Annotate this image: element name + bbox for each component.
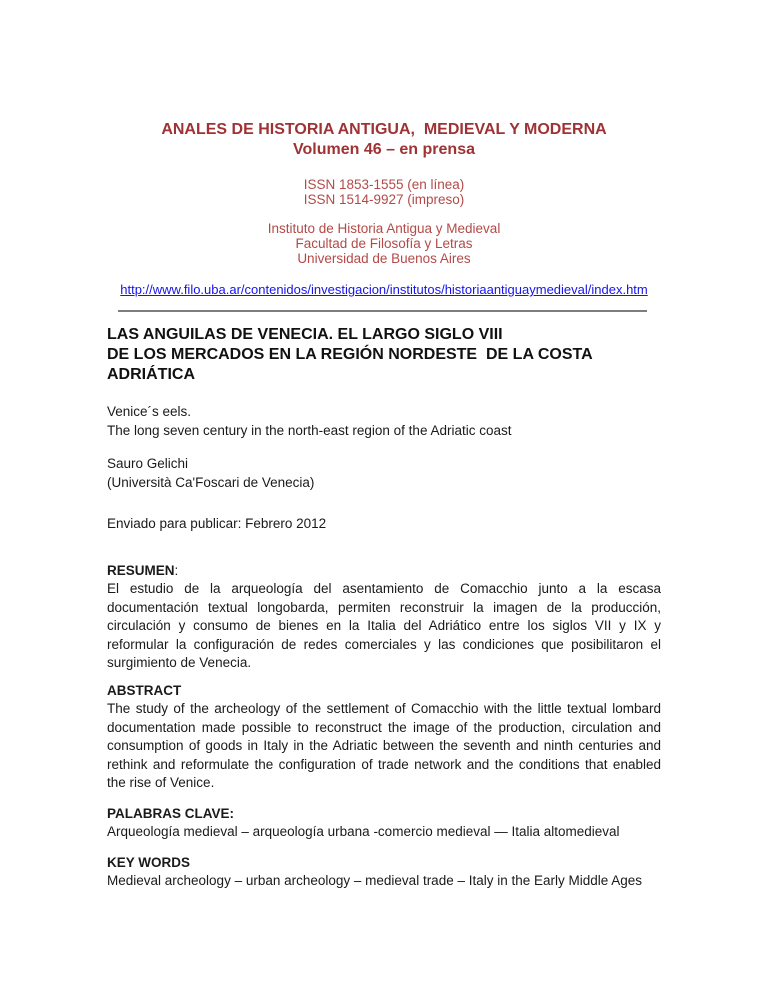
keywords-heading: KEY WORDS xyxy=(107,854,191,870)
abstract-heading: ABSTRACT xyxy=(107,682,182,698)
article-title-en xyxy=(107,403,661,440)
palabras-clave-text: Arqueología medieval – arqueología urbana -comercio medieval — Italia altomedieval xyxy=(107,824,620,839)
palabras-clave-section xyxy=(107,805,661,842)
institute-block xyxy=(107,221,661,266)
palabras-clave-heading: PALABRAS CLAVE: xyxy=(107,805,234,821)
divider-rule xyxy=(118,310,647,312)
article-title-es-line1: LAS ANGUILAS DE VENECIA. EL LARGO SIGLO VIII xyxy=(107,326,503,343)
keywords-section xyxy=(107,854,661,891)
article-title-en-line1: Venice´s eels. xyxy=(107,404,192,419)
resumen-colon: : xyxy=(174,562,179,578)
journal-url-line xyxy=(107,282,661,297)
journal-header xyxy=(107,120,661,160)
abstract-text: The study of the archeology of the settlement of Comacchio with the little textual lombard documentation made possible to reconstruct the image of the production, circulation and consumption of goods in Italy in the Adriatic between the seventh and ninth centuries and rethink and reformulate the configuration of trade network and the conditions that enabled the rise of Venice. xyxy=(107,701,661,790)
journal-url-link[interactable]: http://www.filo.uba.ar/contenidos/investigacion/institutos/historiaantiguaymedieval/index.htm xyxy=(120,282,648,297)
keywords-text: Medieval archeology – urban archeology – medieval trade – Italy in the Early Middle Ages xyxy=(107,873,643,888)
author-block xyxy=(107,455,661,492)
issn-block xyxy=(107,177,661,207)
author-name: Sauro Gelichi xyxy=(107,456,189,471)
resumen-heading xyxy=(107,562,661,581)
journal-volume: Volumen 46 – en prensa xyxy=(293,141,475,158)
author-affiliation: (Università Ca'Foscari de Venecia) xyxy=(107,474,315,490)
article-title-en-line2: The long seven century in the north-east region of the Adriatic coast xyxy=(107,422,512,438)
issn-online: ISSN 1853-1555 (en línea) xyxy=(303,177,465,192)
resumen-text: El estudio de la arqueología del asentamiento de Comacchio junto a la escasa documentación textual longobarda, permiten reconstruir la imagen de la producción, circulación y consumo de bienes en la Italia del Adriático entre los siglos VII y IX y reformular la configuración de redes comerciales y las condiciones que posibilitaron el surgimiento de Venecia. xyxy=(107,581,661,670)
article-title-es xyxy=(107,325,661,385)
submission-note: Enviado para publicar: Febrero 2012 xyxy=(107,516,327,531)
abstract-section xyxy=(107,682,661,793)
article-title-es-line2: DE LOS MERCADOS EN LA REGIÓN NORDESTE DE LA COSTA ADRIÁTICA xyxy=(107,346,596,383)
resumen-section xyxy=(107,562,661,673)
resumen-label: RESUMEN xyxy=(107,562,175,578)
university-name: Universidad de Buenos Aires xyxy=(297,251,471,266)
faculty-name: Facultad de Filosofía y Letras xyxy=(295,236,473,251)
issn-print: ISSN 1514-9927 (impreso) xyxy=(303,192,465,207)
journal-title: ANALES DE HISTORIA ANTIGUA, MEDIEVAL Y MODERNA xyxy=(161,121,607,138)
institute-name: Instituto de Historia Antigua y Medieval xyxy=(267,221,501,236)
